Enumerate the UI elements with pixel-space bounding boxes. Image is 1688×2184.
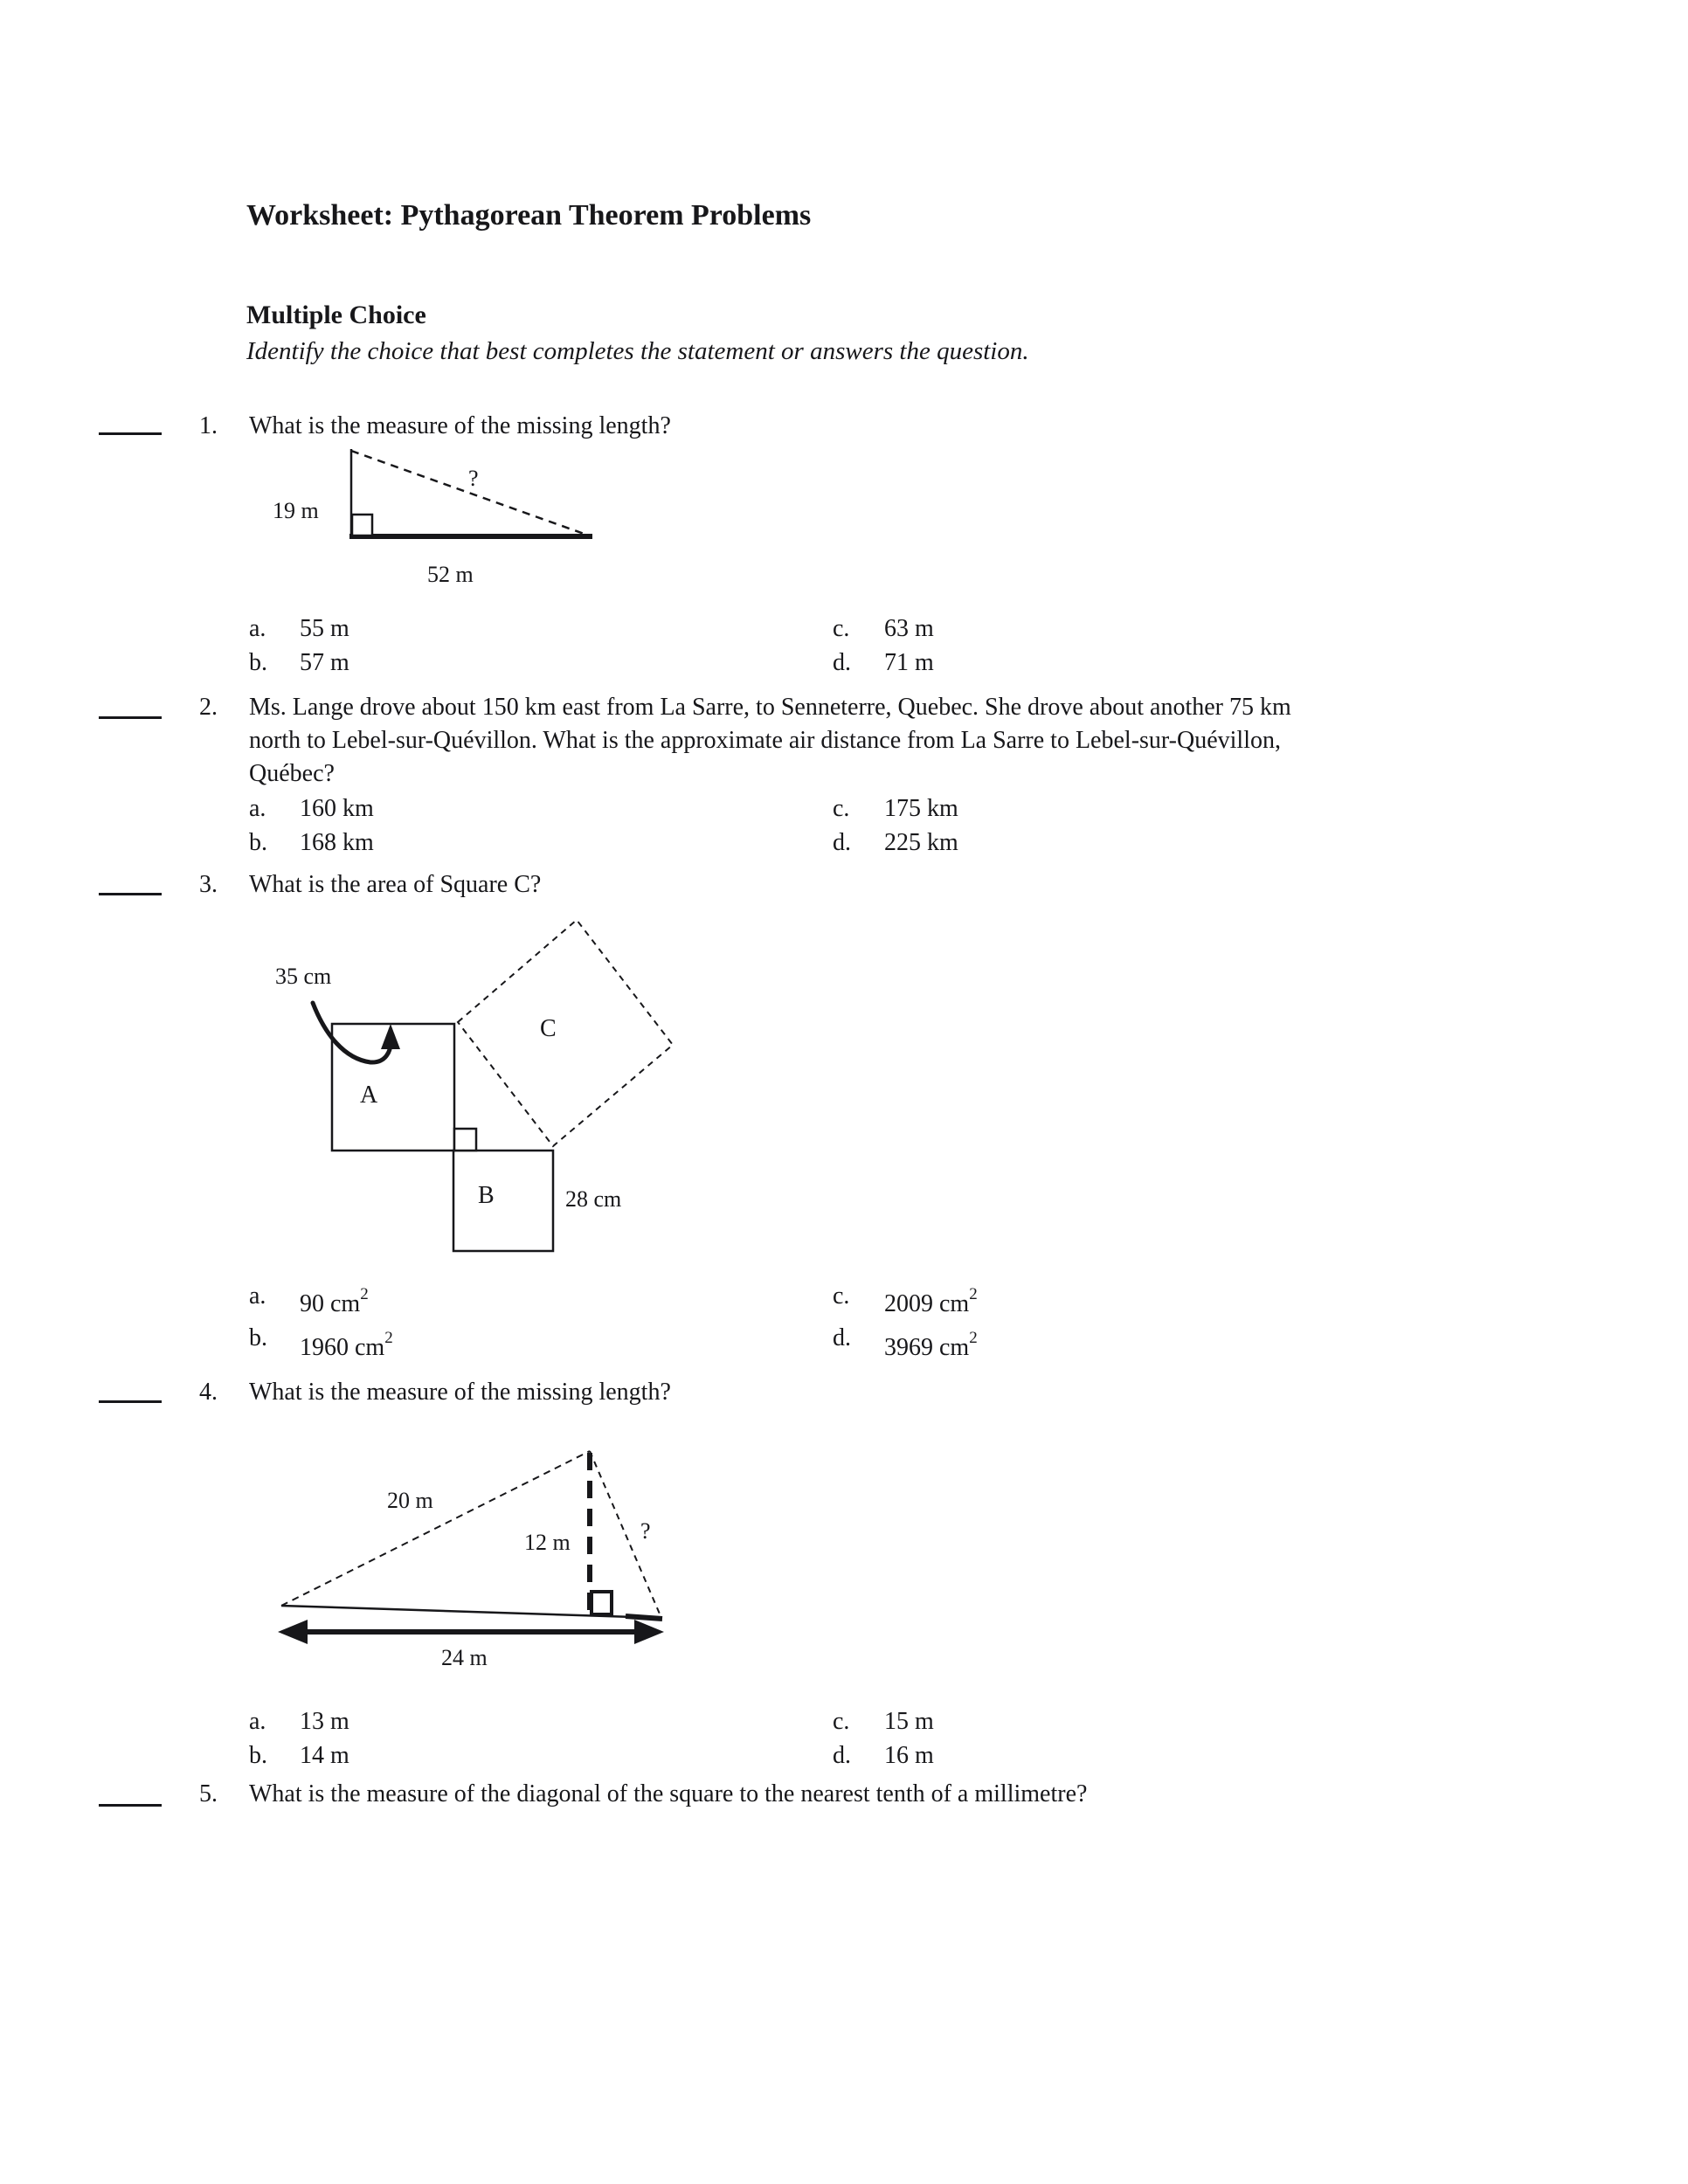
q3-label-35cm: 35 cm bbox=[275, 964, 332, 989]
q4-label-20m: 20 m bbox=[387, 1488, 433, 1513]
q2-number: 2. bbox=[199, 694, 218, 721]
q1-text: What is the measure of the missing length? bbox=[249, 412, 671, 439]
q1-option-c-value: 63 m bbox=[884, 615, 934, 642]
q4-base-thick-segment bbox=[626, 1616, 662, 1619]
q2-option-d-letter: d. bbox=[833, 829, 851, 856]
answer-blank-q2 bbox=[99, 716, 162, 719]
q1-base-label: 52 m bbox=[427, 562, 474, 587]
q1-left-leg-label: 19 m bbox=[273, 498, 319, 523]
q3-option-a-value bbox=[300, 1285, 369, 1317]
q2-option-a-value: 160 km bbox=[300, 795, 374, 822]
q1-option-d-value: 71 m bbox=[884, 649, 934, 676]
q2-option-c-value: 175 km bbox=[884, 795, 958, 822]
q4-text: What is the measure of the missing length? bbox=[249, 1379, 671, 1406]
q4-option-c-letter: c. bbox=[833, 1708, 850, 1735]
q1-number: 1. bbox=[199, 412, 218, 439]
q3-right-angle-marker bbox=[454, 1129, 476, 1151]
answer-blank-q5 bbox=[99, 1804, 162, 1807]
q4-figure-triangle-with-altitude bbox=[266, 1437, 681, 1677]
q1-option-b-value: 57 m bbox=[300, 649, 349, 676]
q1-option-b-letter: b. bbox=[249, 649, 267, 676]
q2-text-line2: north to Lebel-sur-Quévillon. What is the approximate air distance from La Sarre to Lebel-sur-Quévillon, bbox=[249, 727, 1281, 754]
q4-label-24m: 24 m bbox=[441, 1645, 488, 1670]
q4-option-a-value: 13 m bbox=[300, 1708, 349, 1735]
q3-square-b-label: B bbox=[478, 1182, 495, 1209]
q5-text: What is the measure of the diagonal of the square to the nearest tenth of a millimetre? bbox=[249, 1780, 1088, 1807]
q5-number: 5. bbox=[199, 1780, 218, 1807]
q4-option-b-letter: b. bbox=[249, 1742, 267, 1769]
q4-right-angle-marker bbox=[591, 1592, 612, 1614]
q3-square-b bbox=[453, 1151, 553, 1251]
q3-option-c-value bbox=[884, 1285, 978, 1317]
q3-option-d-sup: 2 bbox=[969, 1329, 978, 1347]
q2-option-d-value: 225 km bbox=[884, 829, 958, 856]
q3-number: 3. bbox=[199, 871, 218, 898]
q1-option-a-letter: a. bbox=[249, 615, 266, 642]
q3-option-a-sup: 2 bbox=[360, 1285, 369, 1303]
q2-text-line3: Québec? bbox=[249, 760, 335, 787]
q1-option-d-letter: d. bbox=[833, 649, 851, 676]
q3-option-b-sup: 2 bbox=[384, 1329, 393, 1347]
q3-square-a-label: A bbox=[360, 1082, 378, 1109]
q2-option-c-letter: c. bbox=[833, 795, 850, 822]
q3-pointer-arrow bbox=[313, 1003, 391, 1062]
answer-blank-q4 bbox=[99, 1400, 162, 1403]
answer-blank-q1 bbox=[99, 432, 162, 435]
section-heading: Multiple Choice bbox=[246, 301, 426, 329]
q3-figure-pythagorean-squares bbox=[262, 909, 681, 1262]
q3-pointer-arrowhead bbox=[381, 1024, 400, 1049]
q4-measure-arrowhead-right bbox=[634, 1620, 664, 1644]
page-title: Worksheet: Pythagorean Theorem Problems bbox=[246, 199, 812, 232]
q1-right-angle-marker bbox=[352, 515, 372, 536]
q3-square-c-label: C bbox=[540, 1015, 557, 1042]
section-instructions: Identify the choice that best completes the statement or answers the question. bbox=[246, 337, 1029, 365]
q1-figure-right-triangle bbox=[253, 437, 620, 598]
q1-option-c-letter: c. bbox=[833, 615, 850, 642]
q4-option-c-value: 15 m bbox=[884, 1708, 934, 1735]
q2-text-line1: Ms. Lange drove about 150 km east from La Sarre, to Senneterre, Quebec. She drove about another 75 km bbox=[249, 694, 1291, 721]
q3-option-d-text: 3969 cm bbox=[884, 1334, 970, 1361]
q3-option-b-letter: b. bbox=[249, 1324, 267, 1351]
q3-square-c bbox=[458, 920, 673, 1146]
q1-hypotenuse-label: ? bbox=[468, 466, 479, 491]
q4-label-missing: ? bbox=[640, 1518, 651, 1544]
q3-option-b-value bbox=[300, 1329, 393, 1361]
q3-option-a-letter: a. bbox=[249, 1282, 266, 1310]
q4-option-a-letter: a. bbox=[249, 1708, 266, 1735]
q4-option-d-value: 16 m bbox=[884, 1742, 934, 1769]
q1-triangle-hypotenuse bbox=[351, 451, 589, 536]
q2-option-a-letter: a. bbox=[249, 795, 266, 822]
q3-option-d-value bbox=[884, 1329, 978, 1361]
q3-option-c-text: 2009 cm bbox=[884, 1290, 970, 1317]
q3-option-c-sup: 2 bbox=[969, 1285, 978, 1303]
q4-number: 4. bbox=[199, 1379, 218, 1406]
q2-option-b-letter: b. bbox=[249, 829, 267, 856]
q3-text: What is the area of Square C? bbox=[249, 871, 542, 898]
q1-option-a-value: 55 m bbox=[300, 615, 349, 642]
q2-option-b-value: 168 km bbox=[300, 829, 374, 856]
q4-option-b-value: 14 m bbox=[300, 1742, 349, 1769]
q4-measure-arrowhead-left bbox=[278, 1620, 308, 1644]
q4-label-12m: 12 m bbox=[524, 1530, 571, 1555]
q4-side-20m bbox=[281, 1451, 590, 1606]
answer-blank-q3 bbox=[99, 893, 162, 895]
q4-option-d-letter: d. bbox=[833, 1742, 851, 1769]
q3-option-b-text: 1960 cm bbox=[300, 1334, 385, 1361]
q3-option-a-text: 90 cm bbox=[300, 1290, 361, 1317]
q3-label-28cm: 28 cm bbox=[565, 1186, 622, 1212]
q3-option-d-letter: d. bbox=[833, 1324, 851, 1351]
q3-option-c-letter: c. bbox=[833, 1282, 850, 1310]
